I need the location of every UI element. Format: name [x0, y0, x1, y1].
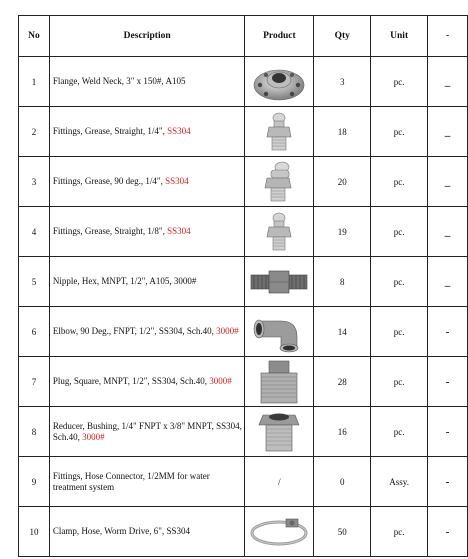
- header-product: Product: [245, 16, 314, 57]
- header-unit: Unit: [371, 16, 428, 57]
- elbow-image: [251, 311, 307, 353]
- table-row: [19, 157, 468, 207]
- row-description: Elbow, 90 Deg., FNPT, 1/2", SS304, Sch.40, 3000#: [49, 307, 244, 357]
- row-extra: _: [428, 57, 468, 107]
- square-plug-image: [256, 359, 302, 405]
- row-no: 2: [19, 107, 50, 157]
- row-description: Fittings, Hose Connector, 1/2MM for water treatment system: [49, 457, 244, 507]
- header-description: Description: [49, 16, 244, 57]
- row-qty: 28: [314, 357, 371, 407]
- grease-fitting-straight-image: [264, 111, 294, 153]
- product-cell: [245, 107, 314, 157]
- row-extra: _: [428, 107, 468, 157]
- flange-image: [252, 61, 306, 103]
- product-cell: [245, 157, 314, 207]
- table-row: [19, 307, 468, 357]
- row-unit: pc.: [371, 407, 428, 457]
- row-no: 1: [19, 57, 50, 107]
- reducer-bushing-image: [257, 409, 301, 455]
- row-unit: Assy.: [371, 457, 428, 507]
- row-description: Nipple, Hex, MNPT, 1/2", A105, 3000#: [49, 257, 244, 307]
- row-qty: 18: [314, 107, 371, 157]
- table-row: [19, 357, 468, 407]
- row-description: Clamp, Hose, Worm Drive, 6", SS304: [49, 507, 244, 557]
- row-description: Flange, Weld Neck, 3" x 150#, A105: [49, 57, 244, 107]
- product-cell: [245, 357, 314, 407]
- grease-fitting-straight-image: [264, 211, 294, 253]
- row-qty: 20: [314, 157, 371, 207]
- row-qty: 14: [314, 307, 371, 357]
- row-extra: -: [428, 357, 468, 407]
- row-unit: pc.: [371, 157, 428, 207]
- row-no: 7: [19, 357, 50, 407]
- row-qty: 0: [314, 457, 371, 507]
- header-row: [19, 16, 468, 57]
- row-qty: 16: [314, 407, 371, 457]
- row-qty: 8: [314, 257, 371, 307]
- row-extra: _: [428, 207, 468, 257]
- row-description: Reducer, Bushing, 1/4" FNPT x 3/8" MNPT, SS304, Sch.40, 3000#: [49, 407, 244, 457]
- table-row: [19, 407, 468, 457]
- header-no: No: [19, 16, 50, 57]
- hose-clamp-image: [248, 515, 310, 549]
- product-cell: [245, 307, 314, 357]
- row-unit: pc.: [371, 257, 428, 307]
- product-cell: [245, 257, 314, 307]
- row-no: 10: [19, 507, 50, 557]
- row-unit: pc.: [371, 307, 428, 357]
- product-cell: [245, 407, 314, 457]
- items-table: [18, 15, 468, 557]
- row-unit: pc.: [371, 357, 428, 407]
- row-description: Fittings, Grease, 90 deg., 1/4", SS304: [49, 157, 244, 207]
- row-no: 6: [19, 307, 50, 357]
- product-cell: [245, 207, 314, 257]
- product-cell: /: [245, 457, 314, 507]
- row-extra: -: [428, 307, 468, 357]
- row-description: Fittings, Grease, Straight, 1/4", SS304: [49, 107, 244, 157]
- row-unit: pc.: [371, 107, 428, 157]
- product-cell: [245, 507, 314, 557]
- table-row: [19, 107, 468, 157]
- row-no: 3: [19, 157, 50, 207]
- hex-nipple-image: [249, 267, 309, 297]
- row-no: 8: [19, 407, 50, 457]
- header-extra: -: [428, 16, 468, 57]
- row-extra: _: [428, 157, 468, 207]
- header-qty: Qty: [314, 16, 371, 57]
- row-no: 5: [19, 257, 50, 307]
- row-extra: -: [428, 407, 468, 457]
- row-unit: pc.: [371, 507, 428, 557]
- product-cell: [245, 57, 314, 107]
- row-no: 9: [19, 457, 50, 507]
- row-extra: -: [428, 457, 468, 507]
- row-description: Fittings, Grease, Straight, 1/8", SS304: [49, 207, 244, 257]
- row-qty: 19: [314, 207, 371, 257]
- row-unit: pc.: [371, 57, 428, 107]
- table-row: [19, 257, 468, 307]
- table-row: [19, 57, 468, 107]
- grease-fitting-90-image: [262, 160, 296, 204]
- row-qty: 3: [314, 57, 371, 107]
- row-no: 4: [19, 207, 50, 257]
- row-extra: -: [428, 507, 468, 557]
- row-description: Plug, Square, MNPT, 1/2", SS304, Sch.40, 3000#: [49, 357, 244, 407]
- row-extra: _: [428, 257, 468, 307]
- row-qty: 50: [314, 507, 371, 557]
- table-row: [19, 457, 468, 507]
- table-row: [19, 507, 468, 557]
- table-row: [19, 207, 468, 257]
- row-unit: pc.: [371, 207, 428, 257]
